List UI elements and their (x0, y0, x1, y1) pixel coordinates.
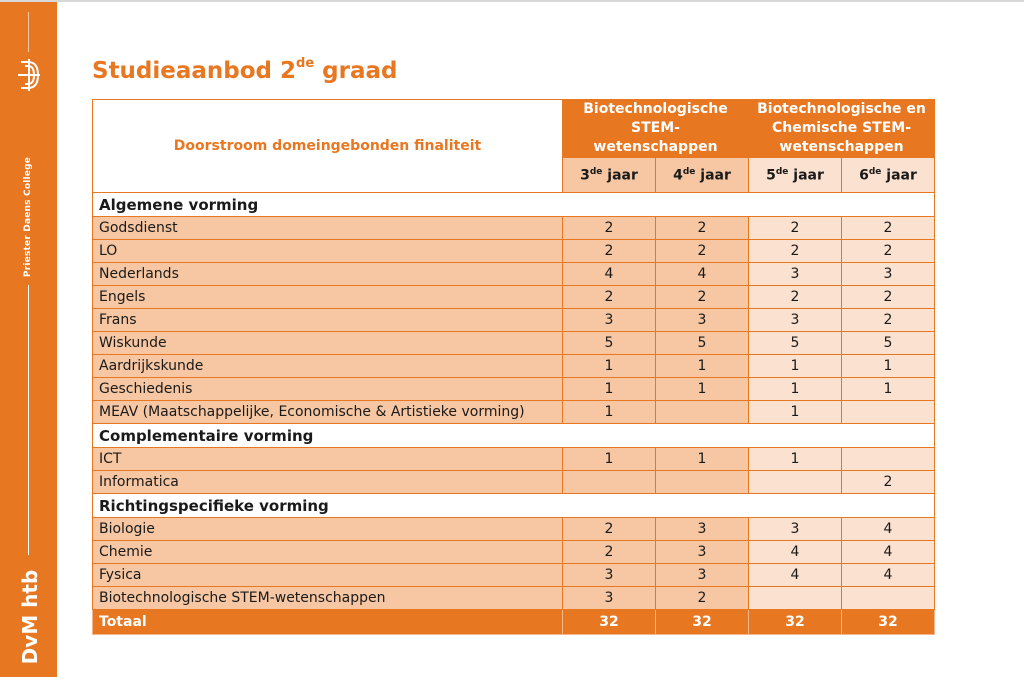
total-cell: 32 (563, 610, 656, 635)
hours-cell: 3 (656, 518, 749, 541)
hours-cell (656, 471, 749, 494)
table-row (93, 564, 935, 587)
title-rest: graad (314, 58, 398, 84)
year-number: 3 (580, 167, 590, 184)
year-label: jaar (695, 167, 731, 184)
hours-cell: 3 (563, 564, 656, 587)
header-group-2: Biotechnologische en Chemische STEM-wetenschappen (749, 100, 935, 158)
total-cell: 32 (656, 610, 749, 635)
header-finaliteit: Doorstroom domeingebonden finaliteit (93, 100, 563, 193)
hours-cell: 3 (563, 309, 656, 332)
table-row (93, 217, 935, 240)
hours-cell (749, 587, 842, 610)
table-row (93, 355, 935, 378)
hours-cell: 3 (563, 587, 656, 610)
year-suffix: de (775, 166, 789, 177)
hours-cell: 2 (842, 471, 935, 494)
sidebar-line (28, 285, 29, 555)
subject-name: ICT (93, 448, 563, 471)
table-row (93, 263, 935, 286)
year-header-4 (842, 158, 935, 193)
hours-cell: 4 (842, 564, 935, 587)
year-label: jaar (788, 167, 824, 184)
year-header-2 (656, 158, 749, 193)
hours-cell: 2 (842, 240, 935, 263)
year-number: 5 (766, 167, 776, 184)
hours-cell: 2 (749, 286, 842, 309)
table-row (93, 378, 935, 401)
subject-name: Godsdienst (93, 217, 563, 240)
hours-cell: 2 (656, 286, 749, 309)
hours-cell: 5 (563, 332, 656, 355)
table-row (93, 518, 935, 541)
year-suffix: de (868, 166, 882, 177)
hours-cell (656, 401, 749, 424)
year-suffix: de (589, 166, 603, 177)
brand-label: DvM htb (18, 569, 42, 665)
hours-cell: 1 (656, 448, 749, 471)
hours-cell: 2 (563, 541, 656, 564)
table-row (93, 471, 935, 494)
year-header-3 (749, 158, 842, 193)
table-row (93, 286, 935, 309)
section-title: Richtingspecifieke vorming (93, 494, 935, 518)
subject-name: MEAV (Maatschappelijke, Economische & Artistieke vorming) (93, 401, 563, 424)
hours-cell: 2 (842, 309, 935, 332)
hours-cell: 1 (749, 355, 842, 378)
hours-cell: 3 (749, 263, 842, 286)
hours-cell: 5 (749, 332, 842, 355)
section-title: Algemene vorming (93, 193, 935, 217)
section-title: Complementaire vorming (93, 424, 935, 448)
hours-cell: 4 (563, 263, 656, 286)
hours-cell (563, 471, 656, 494)
hours-cell: 1 (749, 448, 842, 471)
dd-monogram-icon (16, 58, 42, 92)
table-row (93, 309, 935, 332)
hours-cell: 3 (656, 541, 749, 564)
hours-cell: 3 (749, 518, 842, 541)
hours-cell: 2 (656, 217, 749, 240)
hours-cell: 4 (656, 263, 749, 286)
hours-cell: 2 (563, 286, 656, 309)
table-row (93, 401, 935, 424)
subject-name: Fysica (93, 564, 563, 587)
table-row (93, 332, 935, 355)
subject-name: Nederlands (93, 263, 563, 286)
subject-name: Informatica (93, 471, 563, 494)
hours-cell: 3 (656, 309, 749, 332)
subject-name: Biotechnologische STEM-wetenschappen (93, 587, 563, 610)
hours-cell: 5 (656, 332, 749, 355)
sidebar (0, 2, 57, 677)
hours-cell: 4 (749, 541, 842, 564)
year-number: 4 (673, 167, 683, 184)
table-row (93, 541, 935, 564)
subject-name: Biologie (93, 518, 563, 541)
subject-name: Chemie (93, 541, 563, 564)
subject-name: LO (93, 240, 563, 263)
hours-cell: 1 (749, 401, 842, 424)
total-cell: 32 (842, 610, 935, 635)
college-name: Priester Daens College (23, 156, 33, 278)
hours-cell: 3 (656, 564, 749, 587)
hours-cell (842, 587, 935, 610)
hours-cell (842, 401, 935, 424)
section-row (93, 193, 935, 217)
subject-name: Engels (93, 286, 563, 309)
hours-cell: 2 (749, 217, 842, 240)
hours-cell: 1 (842, 355, 935, 378)
total-row (93, 610, 935, 635)
top-border (0, 0, 1024, 2)
year-header-1 (563, 158, 656, 193)
year-suffix: de (682, 166, 696, 177)
total-cell: 32 (749, 610, 842, 635)
hours-cell: 4 (842, 518, 935, 541)
hours-cell: 2 (656, 587, 749, 610)
hours-cell (749, 471, 842, 494)
table-row (93, 448, 935, 471)
total-label: Totaal (93, 610, 563, 635)
hours-cell: 4 (842, 541, 935, 564)
hours-cell: 1 (563, 448, 656, 471)
year-label: jaar (881, 167, 917, 184)
hours-cell (842, 448, 935, 471)
table-row (93, 240, 935, 263)
subject-name: Frans (93, 309, 563, 332)
table-row (93, 587, 935, 610)
section-row (93, 494, 935, 518)
hours-cell: 4 (749, 564, 842, 587)
section-row (93, 424, 935, 448)
hours-cell: 1 (563, 378, 656, 401)
study-table (92, 99, 935, 635)
subject-name: Aardrijkskunde (93, 355, 563, 378)
subject-name: Wiskunde (93, 332, 563, 355)
year-label: jaar (602, 167, 638, 184)
title-main: Studieaanbod 2 (92, 58, 297, 84)
hours-cell: 1 (563, 355, 656, 378)
sidebar-top-line (28, 12, 29, 52)
hours-cell: 3 (749, 309, 842, 332)
hours-cell: 1 (749, 378, 842, 401)
hours-cell: 2 (563, 518, 656, 541)
hours-cell: 3 (842, 263, 935, 286)
hours-cell: 1 (656, 355, 749, 378)
hours-cell: 2 (749, 240, 842, 263)
hours-cell: 2 (842, 217, 935, 240)
header-group-1: Biotechnologische STEM-wetenschappen (563, 100, 749, 158)
hours-cell: 2 (563, 217, 656, 240)
hours-cell: 2 (656, 240, 749, 263)
subject-name: Geschiedenis (93, 378, 563, 401)
year-number: 6 (859, 167, 869, 184)
hours-cell: 5 (842, 332, 935, 355)
page-title (92, 58, 398, 84)
hours-cell: 1 (656, 378, 749, 401)
hours-cell: 1 (563, 401, 656, 424)
hours-cell: 2 (563, 240, 656, 263)
hours-cell: 2 (842, 286, 935, 309)
title-sup: de (296, 56, 315, 72)
hours-cell: 1 (842, 378, 935, 401)
